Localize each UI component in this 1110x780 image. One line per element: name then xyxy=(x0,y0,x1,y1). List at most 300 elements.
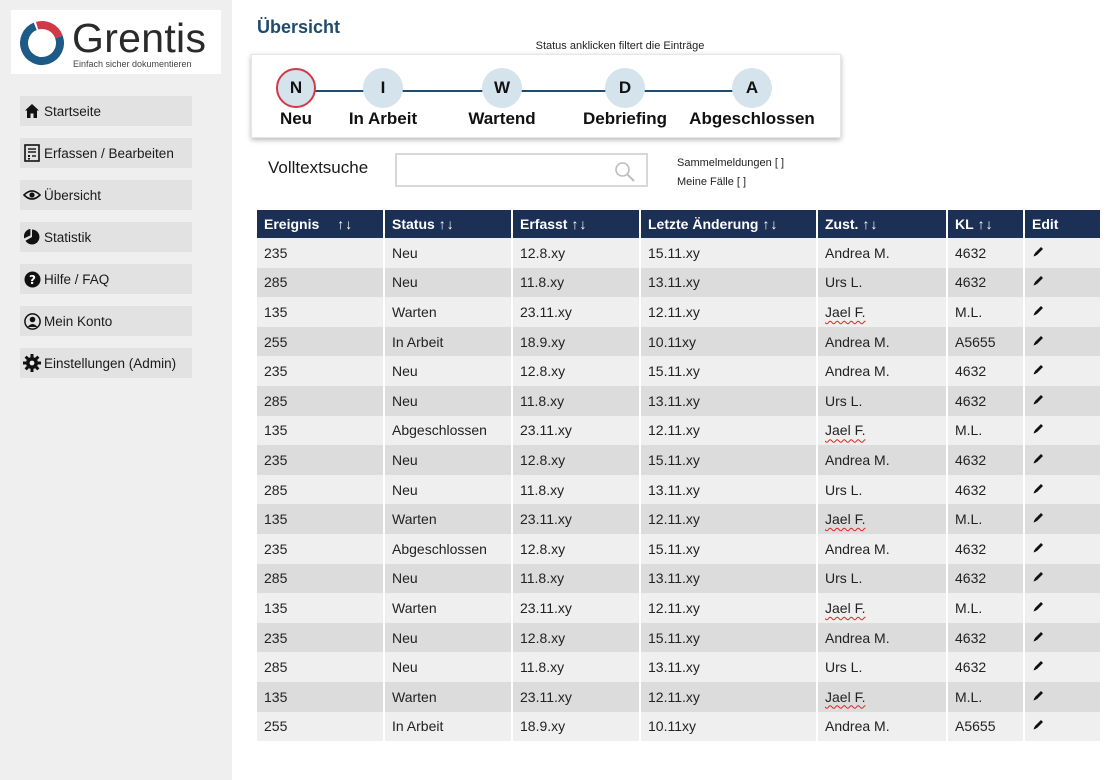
cell-zust xyxy=(818,593,946,623)
cell-edit xyxy=(1025,268,1100,298)
cell-text: 13.11.xy xyxy=(648,570,700,587)
cell-edit xyxy=(1025,327,1100,357)
table-row[interactable] xyxy=(257,623,1100,653)
cell-text: In Arbeit xyxy=(392,718,444,735)
cell-text: M.L. xyxy=(955,422,983,439)
cell-status xyxy=(385,297,511,327)
help-icon xyxy=(23,270,41,288)
cell-text: Urs L. xyxy=(825,274,863,291)
cell-zust xyxy=(818,416,946,446)
cell-ereignis xyxy=(257,504,383,534)
cell-erfasst xyxy=(513,504,639,534)
cell-status xyxy=(385,534,511,564)
cell-erfasst xyxy=(513,593,639,623)
cell-letzte-aenderung xyxy=(641,712,816,742)
cell-erfasst xyxy=(513,416,639,446)
sidebar-item-hilfe[interactable] xyxy=(20,264,192,294)
cell-zust xyxy=(818,504,946,534)
cell-text: 285 xyxy=(264,481,288,498)
cell-text: M.L. xyxy=(955,303,983,320)
cell-letzte-aenderung xyxy=(641,623,816,653)
table-row[interactable] xyxy=(257,327,1100,357)
page-title: Übersicht xyxy=(257,17,341,37)
cell-text: M.L. xyxy=(955,688,983,705)
cell-erfasst xyxy=(513,386,639,416)
sort-arrows-icon[interactable]: ↑↓ xyxy=(762,216,779,232)
cell-letzte-aenderung xyxy=(641,327,816,357)
column-header-status[interactable]: Status ↑↓ xyxy=(385,210,511,238)
cell-text: A5655 xyxy=(955,333,996,350)
logo-tagline: Einfach sicher dokumentieren xyxy=(73,59,192,69)
cell-zust xyxy=(818,297,946,327)
pencil-icon[interactable] xyxy=(1032,363,1045,379)
cell-text: 12.11.xy xyxy=(648,303,700,320)
status-step-abgeschlossen[interactable] xyxy=(677,68,827,129)
cell-letzte-aenderung xyxy=(641,238,816,268)
search-icon[interactable] xyxy=(614,161,636,188)
cell-status xyxy=(385,356,511,386)
cell-text: 11.8.xy xyxy=(520,659,565,676)
pencil-icon[interactable] xyxy=(1032,452,1045,468)
cell-edit xyxy=(1025,682,1100,712)
cell-kl xyxy=(948,416,1023,446)
cell-text: 23.11.xy xyxy=(520,599,572,616)
cell-zust xyxy=(818,238,946,268)
cell-text: 12.11.xy xyxy=(648,422,700,439)
cell-kl xyxy=(948,356,1023,386)
cell-text: 135 xyxy=(264,303,288,320)
sidebar-item-erfassen[interactable] xyxy=(20,138,192,168)
pie-chart-icon xyxy=(23,228,41,246)
table-row[interactable] xyxy=(257,268,1100,298)
cell-letzte-aenderung xyxy=(641,564,816,594)
pencil-icon[interactable] xyxy=(1032,718,1045,734)
cell-status xyxy=(385,445,511,475)
cell-status xyxy=(385,504,511,534)
cell-text: 23.11.xy xyxy=(520,303,572,320)
sidebar-nav xyxy=(20,96,192,390)
cell-text: 285 xyxy=(264,659,288,676)
cell-text: 12.8.xy xyxy=(520,451,566,468)
cell-text: 12.11.xy xyxy=(648,599,700,616)
cell-edit xyxy=(1025,504,1100,534)
status-circle: W xyxy=(482,68,522,108)
cell-kl xyxy=(948,238,1023,268)
cell-text: 11.8.xy xyxy=(520,274,565,291)
table-row[interactable] xyxy=(257,297,1100,327)
cell-ereignis xyxy=(257,564,383,594)
cell-erfasst xyxy=(513,652,639,682)
cell-text: Neu xyxy=(392,481,418,498)
cell-erfasst xyxy=(513,327,639,357)
cell-text: Andrea M. xyxy=(825,629,890,646)
cell-text: 13.11.xy xyxy=(648,274,700,291)
cell-text: M.L. xyxy=(955,599,983,616)
table-row[interactable] xyxy=(257,682,1100,712)
svg-text:?: ? xyxy=(28,272,36,287)
cell-status xyxy=(385,238,511,268)
cell-edit xyxy=(1025,652,1100,682)
pencil-icon[interactable] xyxy=(1032,422,1045,438)
cell-text: 4632 xyxy=(955,392,987,409)
eye-icon xyxy=(23,186,41,204)
cell-kl xyxy=(948,682,1023,712)
cell-ereignis xyxy=(257,682,383,712)
cell-text: Neu xyxy=(392,363,418,380)
search-box xyxy=(395,153,648,187)
cell-text: Warten xyxy=(392,688,437,705)
cell-text: Andrea M. xyxy=(825,718,890,735)
cell-edit xyxy=(1025,712,1100,742)
cell-letzte-aenderung xyxy=(641,268,816,298)
cell-text: 13.11.xy xyxy=(648,392,700,409)
cell-erfasst xyxy=(513,238,639,268)
cell-status xyxy=(385,475,511,505)
cell-text: 285 xyxy=(264,570,288,587)
sidebar-item-label: Startseite xyxy=(44,103,102,119)
cell-text: Andrea M. xyxy=(825,333,890,350)
cell-edit xyxy=(1025,297,1100,327)
cell-text: 18.9.xy xyxy=(520,718,566,735)
status-circle: N xyxy=(276,68,316,108)
cell-text: Urs L. xyxy=(825,481,863,498)
pencil-icon[interactable] xyxy=(1032,482,1045,498)
cell-text: Neu xyxy=(392,659,418,676)
cell-kl xyxy=(948,475,1023,505)
cell-letzte-aenderung xyxy=(641,386,816,416)
table-row[interactable] xyxy=(257,712,1100,742)
cell-text: Neu xyxy=(392,629,418,646)
cell-letzte-aenderung xyxy=(641,504,816,534)
column-header-ereignis[interactable]: Ereignis ↑↓ xyxy=(257,210,383,238)
sidebar-item-label: Mein Konto xyxy=(44,313,113,329)
cell-text: 135 xyxy=(264,511,288,528)
sort-arrows-icon[interactable]: ↑↓ xyxy=(977,216,994,232)
cell-text: Andrea M. xyxy=(825,363,890,380)
cell-edit xyxy=(1025,356,1100,386)
column-header-kl[interactable]: KL ↑↓ xyxy=(948,210,1023,238)
pencil-icon[interactable] xyxy=(1032,245,1045,261)
pencil-icon[interactable] xyxy=(1032,334,1045,350)
sidebar-item-uebersicht[interactable] xyxy=(20,180,192,210)
pencil-icon[interactable] xyxy=(1032,274,1045,290)
sort-arrows-icon[interactable]: ↑↓ xyxy=(862,216,879,232)
cell-ereignis xyxy=(257,297,383,327)
cell-ereignis xyxy=(257,593,383,623)
cell-ereignis xyxy=(257,652,383,682)
cell-status xyxy=(385,712,511,742)
pencil-icon[interactable] xyxy=(1032,570,1045,586)
search-input[interactable] xyxy=(397,155,607,185)
cell-text: Abgeschlossen xyxy=(392,422,487,439)
cell-text: 4632 xyxy=(955,659,987,676)
cell-erfasst xyxy=(513,297,639,327)
cell-erfasst xyxy=(513,356,639,386)
sidebar-item-label: Übersicht xyxy=(44,187,102,203)
cell-text: 4632 xyxy=(955,274,987,291)
cell-text: Andrea M. xyxy=(825,451,890,468)
cell-kl xyxy=(948,504,1023,534)
cell-text: 15.11.xy xyxy=(648,451,700,468)
cell-letzte-aenderung xyxy=(641,534,816,564)
sort-arrows-icon[interactable]: ↑↓ xyxy=(438,216,455,232)
column-header-erfasst[interactable]: Erfasst ↑↓ xyxy=(513,210,639,238)
cell-ereignis xyxy=(257,445,383,475)
cell-status xyxy=(385,564,511,594)
status-label: In Arbeit xyxy=(348,109,418,128)
column-header-edit: Edit xyxy=(1025,210,1100,238)
cell-text: 4632 xyxy=(955,540,987,557)
cell-text: 10.11xy xyxy=(648,333,696,350)
cell-status xyxy=(385,416,511,446)
cell-edit xyxy=(1025,534,1100,564)
cell-kl xyxy=(948,327,1023,357)
sort-arrows-icon[interactable]: ↑↓ xyxy=(571,216,588,232)
cell-zust xyxy=(818,356,946,386)
sidebar-item-startseite[interactable] xyxy=(20,96,192,126)
cell-kl xyxy=(948,712,1023,742)
status-circle: I xyxy=(363,68,403,108)
cell-ereignis xyxy=(257,356,383,386)
home-icon xyxy=(23,102,41,120)
cell-zust xyxy=(818,327,946,357)
cell-text: 255 xyxy=(264,718,288,735)
cell-letzte-aenderung xyxy=(641,682,816,712)
pencil-icon[interactable] xyxy=(1032,630,1045,646)
user-icon xyxy=(23,312,41,330)
cell-ereignis xyxy=(257,623,383,653)
cell-kl xyxy=(948,297,1023,327)
filter-sammelmeldungen[interactable]: Sammelmeldungen [ ] xyxy=(677,157,784,169)
cell-text: 13.11.xy xyxy=(648,481,700,498)
cell-text: 15.11.xy xyxy=(648,629,700,646)
cell-edit xyxy=(1025,416,1100,446)
logo[interactable] xyxy=(11,10,221,74)
cell-text: 4632 xyxy=(955,570,987,587)
cell-erfasst xyxy=(513,564,639,594)
table-row[interactable] xyxy=(257,593,1100,623)
sidebar-item-label: Einstellungen (Admin) xyxy=(44,355,177,371)
cell-edit xyxy=(1025,445,1100,475)
cell-erfasst xyxy=(513,623,639,653)
cell-text: 18.9.xy xyxy=(520,333,566,350)
cell-text: Neu xyxy=(392,244,418,261)
cell-text: 255 xyxy=(264,333,288,350)
cell-text: 11.8.xy xyxy=(520,570,565,587)
cell-text: 4632 xyxy=(955,629,987,646)
table-row[interactable] xyxy=(257,534,1100,564)
cell-edit xyxy=(1025,238,1100,268)
cell-zust xyxy=(818,475,946,505)
cell-kl xyxy=(948,534,1023,564)
cell-text: 235 xyxy=(264,244,288,261)
status-circle: A xyxy=(732,68,772,108)
cell-letzte-aenderung xyxy=(641,652,816,682)
cell-kl xyxy=(948,593,1023,623)
logo-ring-icon xyxy=(17,18,67,68)
pencil-icon[interactable] xyxy=(1032,659,1045,675)
sidebar-item-einstellungen[interactable] xyxy=(20,348,192,378)
cell-edit xyxy=(1025,564,1100,594)
cell-ereignis xyxy=(257,712,383,742)
cell-text: 11.8.xy xyxy=(520,392,565,409)
table-body xyxy=(257,238,1100,741)
pencil-icon[interactable] xyxy=(1032,511,1045,527)
cell-text: In Arbeit xyxy=(392,333,444,350)
sidebar-item-label: Erfassen / Bearbeiten xyxy=(44,145,174,161)
cell-text: Urs L. xyxy=(825,570,863,587)
cell-text: A5655 xyxy=(955,718,996,735)
cell-text: 235 xyxy=(264,363,288,380)
cell-letzte-aenderung xyxy=(641,593,816,623)
cell-text: 15.11.xy xyxy=(648,363,700,380)
cell-zust xyxy=(818,268,946,298)
cell-zust xyxy=(818,445,946,475)
cell-text: 12.8.xy xyxy=(520,629,566,646)
cell-text: Neu xyxy=(392,570,418,587)
table-row[interactable] xyxy=(257,504,1100,534)
pencil-icon[interactable] xyxy=(1032,600,1045,616)
cell-text: 4632 xyxy=(955,451,987,468)
cell-ereignis xyxy=(257,268,383,298)
cell-text: 23.11.xy xyxy=(520,422,572,439)
cell-kl xyxy=(948,268,1023,298)
form-icon xyxy=(23,144,41,162)
status-hint: Status anklicken filtert die Einträge xyxy=(535,40,705,52)
pencil-icon[interactable] xyxy=(1032,393,1045,409)
sort-arrows-icon[interactable]: ↑↓ xyxy=(337,216,354,232)
cell-status xyxy=(385,268,511,298)
cell-erfasst xyxy=(513,268,639,298)
status-label: Wartend xyxy=(468,109,536,128)
table-row[interactable] xyxy=(257,416,1100,446)
logo-name: Grentis xyxy=(72,15,207,61)
cell-text: 10.11xy xyxy=(648,718,696,735)
cell-text: Jael F. xyxy=(825,422,866,439)
cell-text: 12.8.xy xyxy=(520,540,566,557)
pencil-icon[interactable] xyxy=(1032,541,1045,557)
cell-text: Urs L. xyxy=(825,392,863,409)
table-row[interactable] xyxy=(257,445,1100,475)
cell-status xyxy=(385,327,511,357)
cell-text: Warten xyxy=(392,511,437,528)
cell-ereignis xyxy=(257,327,383,357)
cell-kl xyxy=(948,564,1023,594)
cell-edit xyxy=(1025,386,1100,416)
cell-text: 15.11.xy xyxy=(648,540,700,557)
table-row[interactable] xyxy=(257,238,1100,268)
cell-zust xyxy=(818,564,946,594)
cell-text: 235 xyxy=(264,629,288,646)
cell-text: 23.11.xy xyxy=(520,511,572,528)
pencil-icon[interactable] xyxy=(1032,304,1045,320)
cell-letzte-aenderung xyxy=(641,416,816,446)
cell-ereignis xyxy=(257,475,383,505)
cell-text: 135 xyxy=(264,688,288,705)
cell-kl xyxy=(948,652,1023,682)
cases-table xyxy=(257,210,1100,741)
pencil-icon[interactable] xyxy=(1032,689,1045,705)
table-row[interactable] xyxy=(257,356,1100,386)
cell-text: 12.11.xy xyxy=(648,688,700,705)
filter-meine-faelle[interactable]: Meine Fälle [ ] xyxy=(677,176,747,188)
column-header-letzte-aenderung[interactable]: Letzte Änderung ↑↓ xyxy=(641,210,816,238)
table-row[interactable] xyxy=(257,386,1100,416)
cell-text: 12.8.xy xyxy=(520,244,566,261)
cell-text: Andrea M. xyxy=(825,540,890,557)
cell-status xyxy=(385,623,511,653)
cell-text: Jael F. xyxy=(825,599,866,616)
cell-edit xyxy=(1025,623,1100,653)
cell-text: 15.11.xy xyxy=(648,244,700,261)
cell-text: 13.11.xy xyxy=(648,659,700,676)
cell-status xyxy=(385,593,511,623)
cell-text: 285 xyxy=(264,392,288,409)
cell-edit xyxy=(1025,593,1100,623)
cell-zust xyxy=(818,534,946,564)
cell-text: Warten xyxy=(392,303,437,320)
cell-text: Abgeschlossen xyxy=(392,540,487,557)
table-row[interactable] xyxy=(257,652,1100,682)
status-label: Neu xyxy=(279,109,313,128)
cell-erfasst xyxy=(513,682,639,712)
cell-text: M.L. xyxy=(955,511,983,528)
cell-text: 235 xyxy=(264,540,288,557)
cell-erfasst xyxy=(513,475,639,505)
status-filter-panel xyxy=(251,54,841,138)
cell-ereignis xyxy=(257,238,383,268)
sidebar-item-mein-konto[interactable] xyxy=(20,306,192,336)
cell-letzte-aenderung xyxy=(641,297,816,327)
cell-text: 135 xyxy=(264,599,288,616)
gear-icon xyxy=(23,354,41,372)
cell-text: 4632 xyxy=(955,363,987,380)
cell-text: Jael F. xyxy=(825,303,866,320)
cell-kl xyxy=(948,445,1023,475)
cell-ereignis xyxy=(257,386,383,416)
cell-text: 4632 xyxy=(955,481,987,498)
cell-ereignis xyxy=(257,534,383,564)
status-label: Abgeschlossen xyxy=(689,109,815,128)
cell-letzte-aenderung xyxy=(641,475,816,505)
search-label: Volltextsuche xyxy=(268,158,369,177)
status-circle: D xyxy=(605,68,645,108)
cell-status xyxy=(385,682,511,712)
cell-text: Jael F. xyxy=(825,688,866,705)
cell-ereignis xyxy=(257,416,383,446)
cell-text: 285 xyxy=(264,274,288,291)
cell-letzte-aenderung xyxy=(641,445,816,475)
cell-zust xyxy=(818,652,946,682)
cell-kl xyxy=(948,386,1023,416)
cell-text: Andrea M. xyxy=(825,244,890,261)
table-row[interactable] xyxy=(257,475,1100,505)
cell-text: 11.8.xy xyxy=(520,481,565,498)
sidebar-item-statistik[interactable] xyxy=(20,222,192,252)
cell-text: Warten xyxy=(392,599,437,616)
cell-edit xyxy=(1025,475,1100,505)
column-header-zust[interactable]: Zust. ↑↓ xyxy=(818,210,946,238)
cell-text: Neu xyxy=(392,392,418,409)
status-label: Debriefing xyxy=(582,109,668,128)
cell-text: 23.11.xy xyxy=(520,688,572,705)
sidebar xyxy=(0,0,232,780)
cell-text: Neu xyxy=(392,451,418,468)
table-row[interactable] xyxy=(257,564,1100,594)
cell-kl xyxy=(948,623,1023,653)
cell-status xyxy=(385,386,511,416)
cell-text: 235 xyxy=(264,451,288,468)
